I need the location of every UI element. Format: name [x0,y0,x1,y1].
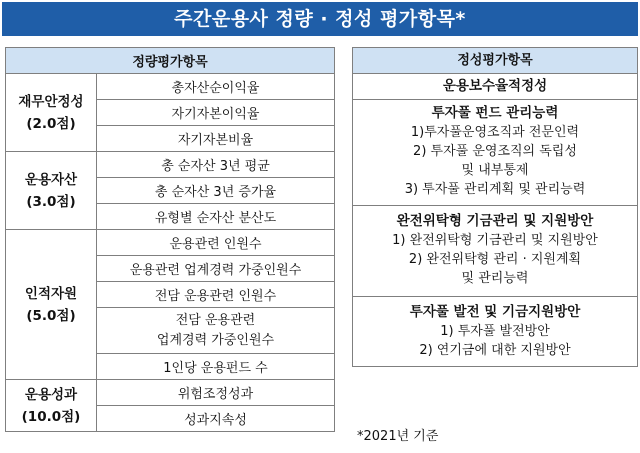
cell-line: 전담 운용관련 [175,312,256,328]
section-heading: 투자풀 펀드 관리능력 [431,105,559,121]
footnote: *2021년 기준 [357,429,439,444]
section-line: 2) 연기금에 대한 지원방안 [419,343,571,358]
table-cell: 성과지속성 [97,406,335,432]
section-heading: 완전위탁형 기금관리 및 지원방안 [396,213,594,229]
qualitative-box [352,47,638,367]
qualitative-section [353,297,637,366]
table-cell: 총 순자산 3년 평균 [97,152,335,178]
qualitative-section [353,100,637,206]
qualitative-section [353,206,637,297]
section-line: 2) 완전위탁형 관리 · 지원계획 [408,252,582,267]
quantitative-table [5,47,335,432]
table-cell: 전담 운용관련 인원수 [97,282,335,308]
category-score: (10.0점) [21,408,81,425]
table-cell: 유형별 순자산 분산도 [97,204,335,230]
category-score: (3.0점) [26,193,76,210]
category-score: (2.0점) [26,115,76,132]
table-cell: 1인당 운용펀드 수 [97,354,335,380]
category-performance [6,380,97,432]
table-cell: 자기자본이익율 [97,100,335,126]
quantitative-header: 정량평가항목 [6,48,335,74]
category-name: 인적자원 [24,285,78,302]
table-cell: 운용관련 인원수 [97,230,335,256]
section-line: 및 관리능력 [461,271,529,286]
section-heading: 운용보수율적정성 [442,78,548,94]
page-title: 주간운용사 정량 · 정성 평가항목* [2,2,638,36]
category-financial-stability [6,74,97,152]
category-score: (5.0점) [26,307,76,324]
section-line: 3) 투자풀 관리계획 및 관리능력 [404,182,586,197]
table-cell [97,308,335,354]
section-line: 1) 완전위탁형 기금관리 및 지원방안 [392,233,598,248]
category-managed-assets [6,152,97,230]
table-cell: 총자산순이익율 [97,74,335,100]
section-line: 및 내부통제 [461,163,529,178]
section-line: 1) 투자풀 발전방안 [440,324,550,339]
section-heading: 투자풀 발전 및 기금지원방안 [409,304,581,320]
table-cell: 위험조정성과 [97,380,335,406]
table-cell: 총 순자산 3년 증가율 [97,178,335,204]
category-human-resources [6,230,97,380]
qualitative-section [353,74,637,100]
category-name: 재무안정성 [18,93,84,110]
cell-line: 업계경력 가중인원수 [156,332,275,348]
category-name: 운용성과 [24,386,78,403]
category-name: 운용자산 [24,171,78,188]
table-cell: 자기자본비율 [97,126,335,152]
section-line: 2) 투자풀 운영조직의 독립성 [413,144,577,159]
section-line: 1)투자풀운영조직과 전문인력 [410,125,580,140]
qualitative-header: 정성평가항목 [353,48,637,74]
table-cell: 운용관련 업계경력 가중인원수 [97,256,335,282]
